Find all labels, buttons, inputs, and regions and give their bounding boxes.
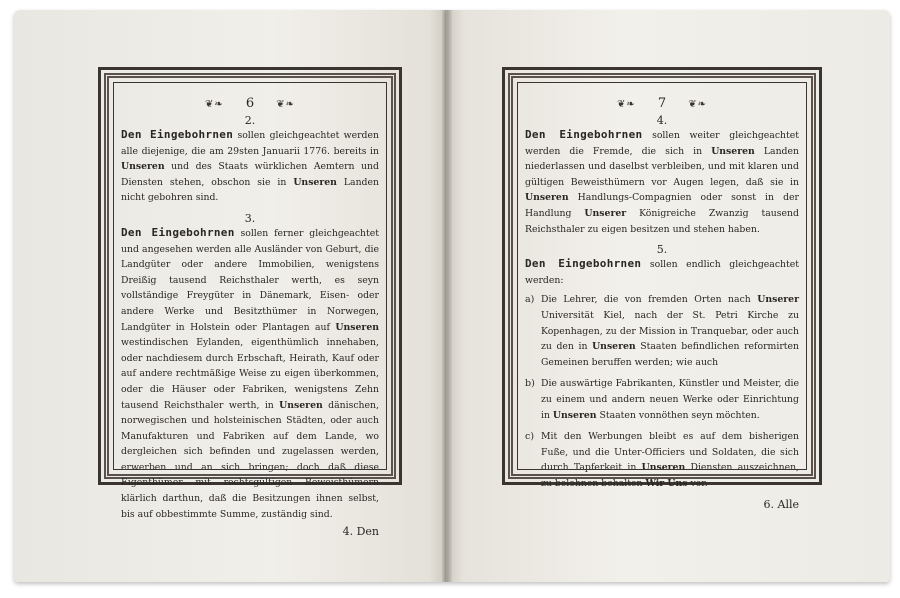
section-lead: Den Eingebohrnen — [525, 257, 642, 271]
list-item-text — [541, 429, 799, 491]
emphasis-text: Unseren — [279, 399, 323, 411]
emphasis-text: Unseren — [592, 341, 636, 353]
paragraph-text: Staaten vonnöthen seyn möchten. — [596, 409, 760, 421]
section-number: 3. — [244, 211, 256, 225]
section-paragraph — [525, 127, 799, 237]
emphasis-text: Unserer — [757, 294, 799, 306]
paragraph-text: Königreiche Zwanzig tausend Reichsthaler zu eigen besitzen und stehen haben. — [525, 207, 799, 235]
catchword: 4. Den — [342, 525, 379, 539]
paragraph-text: Landen niederlassen und daselbst verbleiben, und mit klaren und gültigen Beweisthümern vor Augen legen, daß sie in — [525, 145, 800, 188]
list-item-label: a) — [525, 294, 535, 306]
open-book — [14, 10, 890, 590]
page-header — [525, 96, 799, 113]
ornament-icon: ❦❧ — [276, 99, 296, 110]
ornament-icon: ❦❧ — [616, 99, 636, 110]
emphasis-text: Unseren — [121, 161, 165, 173]
paragraph-text: dänischen, norwegischen und holsteinischen Städten, oder auch Manufakturen und Fabriken auf dem Lande, wo dergleichen sich befinden und zugelassen werden, erwerben und an sich bringen; doch daß diese Eigenthümer mit rechtsgültigen Beweisthümern klärlich darthun, daß die Besitzungen ihnen selbst, bis auf obbestimmte Summe, zuständig sind. — [121, 399, 379, 520]
list-item-label: b) — [525, 378, 535, 390]
section-paragraph — [121, 127, 379, 206]
paragraph-text: Staaten befindlichen reformirten Gemeinen beruffen werden; wie auch — [541, 341, 799, 368]
paragraph-text: Die Lehrer, die von fremden Orten nach — [541, 294, 758, 306]
page-number: 6 — [245, 96, 255, 111]
list-item-text — [541, 376, 799, 423]
emphasis-text: Wir Uns — [645, 477, 688, 489]
list-item — [525, 376, 799, 423]
page-header — [121, 96, 379, 113]
section-number: 5. — [656, 243, 668, 257]
paragraph-text: westindischen Eylanden, eigenthümlich innehaben, oder nachdiesem durch Erbschaft, Heirath, Kauf oder auf andere rechtmäßige Weise zu eigen überkommen, oder die Häuser oder Fabriken, wenigstens Zehn tausend Reichsthaler werth, in — [121, 337, 379, 411]
section-lead: Den Eingebohrnen — [525, 128, 643, 141]
section-paragraph — [525, 256, 799, 288]
emphasis-text: Unseren — [711, 145, 755, 157]
paragraph-text: sollen ferner gleichgeachtet und angesehen werden alle Ausländer von Geburt, die Landgüter oder andere Immobilien, wenigstens Dreißig tausend Reichsthaler werth, es seyn vollständige Freygüter in Dänemark, Eisen- oder andere Werke und Besitzthümer in Norwegen, Landgüter in Holstein oder Plantagen auf — [121, 227, 380, 333]
paragraph-text: Mit den Werbungen bleibt es auf dem bisherigen Fuße, und die Unter-Officiers und Soldaten, die sich durch Tapferkeit in — [541, 431, 799, 474]
paragraph-text: Diensten auszeichnen, zu belohnen behalten — [541, 462, 800, 489]
paragraph-text: Landen nicht gebohren sind. — [121, 176, 379, 204]
paragraph-text: und des Staats würklichen Aemtern und Diensten stehen, obschon sie in — [121, 161, 379, 188]
section-paragraph — [121, 225, 379, 522]
catchword: 6. Alle — [763, 498, 799, 512]
paragraph-text: sollen weiter gleichgeachtet werden die Fremde, die sich in — [525, 130, 799, 157]
emphasis-text: Unseren — [293, 176, 337, 188]
left-page-border — [98, 67, 402, 539]
paragraph-text: sollen endlich gleichgeachtet werden: — [525, 259, 800, 286]
list-item — [525, 429, 799, 491]
right-page-border — [502, 67, 822, 512]
emphasis-text: Unseren — [641, 462, 686, 474]
page-number: 7 — [657, 96, 667, 111]
emphasis-text: Unseren — [525, 192, 569, 204]
paragraph-text: Universität Kiel, nach der St. Petri Kirche zu Kopenhagen, zu der Mission in Tranquebar, oder auch zu den in — [541, 309, 799, 353]
emphasis-text: Unseren — [552, 409, 597, 421]
paragraph-text: vor. — [687, 477, 708, 489]
emphasis-text: Unseren — [335, 321, 379, 333]
section-number: 2. — [244, 114, 256, 127]
emphasis-text: Unserer — [584, 207, 627, 219]
list-item-text — [541, 292, 799, 370]
left-page-text — [121, 90, 380, 539]
right-page-text — [525, 90, 800, 512]
section-number: 4. — [656, 114, 668, 127]
ornament-icon: ❦❧ — [204, 99, 224, 110]
section-lead: Den Eingebohrnen — [121, 128, 234, 141]
left-page — [14, 10, 446, 582]
paragraph-text: sollen gleichgeachtet werden alle diejenige, die am 29sten Januarii 1776. bereits in — [121, 130, 379, 157]
paragraph-text: Handlungs-Compagnien oder sonst in der Handlung — [525, 192, 799, 219]
paragraph-text: Die auswärtige Fabrikanten, Künstler und Meister, die zu einem und andern neuen Werke oder Einrichtung in — [541, 378, 799, 421]
book-gutter — [442, 10, 452, 582]
list-item — [525, 292, 799, 370]
ornament-icon: ❦❧ — [688, 99, 708, 110]
section-lead: Den Eingebohrnen — [121, 225, 235, 239]
list-item-label: c) — [525, 431, 535, 443]
